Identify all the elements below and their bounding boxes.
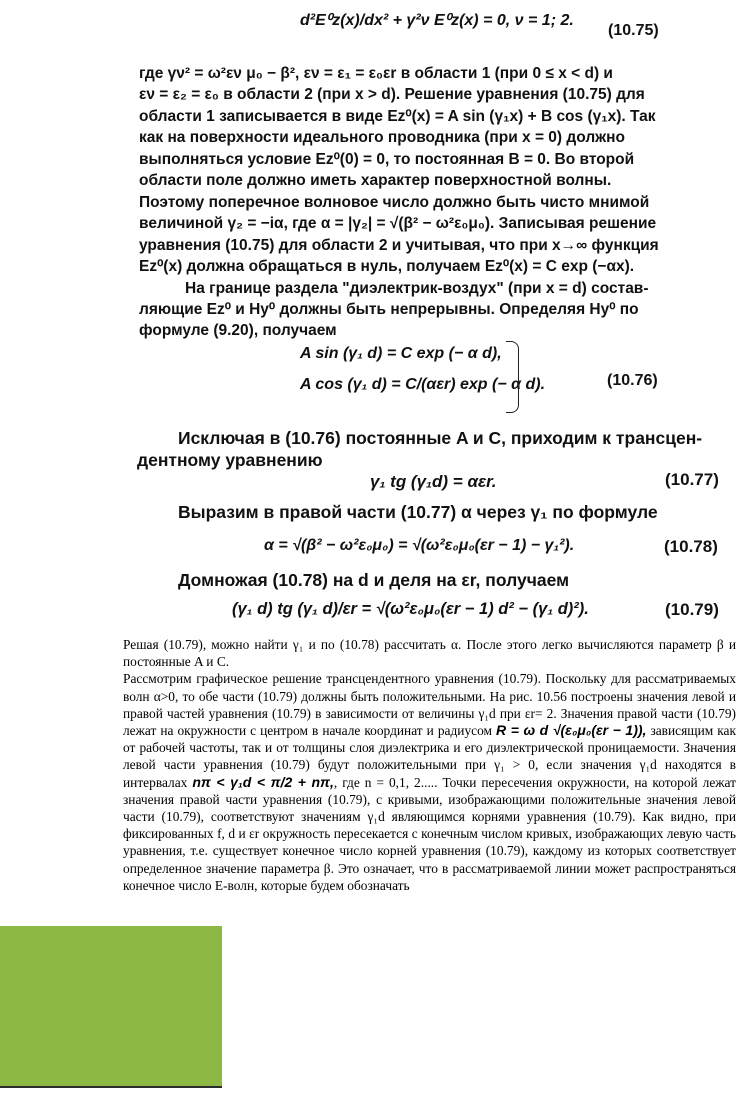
equation-10-79: (γ₁ d) tg (γ₁ d)/εr = √(ω²ε₀μ₀(εr − 1) d² − (γ₁ d)²). (232, 600, 589, 618)
equation-number-10-75: (10.75) (608, 22, 659, 39)
text-line: где γν² = ω²εν μ₀ − β², εν = ε₁ = ε₀εr в области 1 (при 0 ≤ x < d) и (139, 65, 613, 82)
paragraph-typed-2 (123, 670, 736, 894)
text-line: выполняться условие Ez⁰(0) = 0, то постоянная B = 0. Во второй (139, 151, 635, 168)
text-line: формуле (9.20), получаем (139, 322, 337, 339)
paragraph-5: Домножая (10.78) на d и деля на εr, получаем (178, 570, 570, 590)
text-segment: зависящим как от рабочей частоты, так и от толщины слоя диэлектрика и его диэлектрической проницаемости. Значения левой части уравнения (10.79) будут положительными при γ₁ > 0, если значения γ₁d находятся в интервалах (123, 723, 736, 790)
equation-10-77: γ₁ tg (γ₁d) = αεr. (370, 472, 497, 491)
text-line: Ez⁰(x) должна обращаться в нуль, получаем Ez⁰(x) = C exp (−αx). (139, 258, 635, 275)
text-line: На границе раздела "диэлектрик-воздух" (при x = d) состав- (185, 280, 649, 297)
equation-number-10-78: (10.78) (664, 537, 718, 556)
equation-number-10-76: (10.76) (607, 372, 658, 389)
text-segment: , где n = 0,1, 2..... Точки пересечения окружности, на которой лежат значения правой части уравнения (10.79), с кривыми, изображающими положительные значения левой части (10.79), соответствуют значениям γ₁d являющимся корнями уравнения (10.79). Как видно, при фиксированных f, d и εr окружность пересекается с конечным числом кривых, изображающих левую часть уравнения, т.е. существует конечное число корней уравнения (10.79), каждому из которых соответствует определенное значение параметра β. Это означает, что в рассматриваемой линии может распространяться конечное число E-волн, которые будем обозначать (123, 774, 736, 893)
text-line: как на поверхности идеального проводника (при x = 0) должно (139, 129, 625, 146)
text-line: εν = ε₂ = ε₀ в области 2 (при x > d). Решение уравнения (10.75) для (139, 86, 645, 103)
text-line: уравнения (10.75) для области 2 и учитывая, что при x→∞ функция (139, 237, 659, 254)
paragraph-3-line-1: Исключая в (10.76) постоянные A и C, приходим к трансцен- (178, 428, 703, 448)
equation-10-76-line-1: A sin (γ₁ d) = C exp (− α d), (300, 345, 502, 362)
paragraph-typed-1: Решая (10.79), можно найти γ₁ и по (10.78) рассчитать α. После этого легко вычисляются параметр β и постоянные A и C. (123, 637, 736, 670)
equation-10-78: α = √(β² − ω²ε₀μ₀) = √(ω²ε₀μ₀(εr − 1) − γ₁²). (264, 537, 575, 554)
equation-10-76-line-2: A cos (γ₁ d) = C/(αεr) exp (− α d). (300, 376, 546, 393)
paragraph-3-line-2: дентному уравнению (137, 450, 323, 470)
right-brace (506, 341, 519, 413)
text-line: величиной γ₂ = −iα, где α = |γ₂| = √(β² − ω²ε₀μ₀). Записывая решение (139, 215, 657, 232)
text-line: области 1 записывается в виде Ez⁰(x) = A sin (γ₁x) + B cos (γ₁x). Так (139, 108, 656, 125)
text-line: Поэтому поперечное волновое число должно быть чисто мнимой (139, 194, 650, 211)
text-segment: Рассмотрим графическое решение трансцендентного уравнения (10.79). Поскольку для рассматриваемых волн α>0, то обе части (10.79) должны быть положительными. На рис. 10.56 построены значения левой и правой частей уравнения (10.79) в зависимости от величины γ₁d при εr= 2. Значения правой части (10.79) лежат на окружности с центром в начале координат и радиусом (123, 671, 736, 739)
typed-text-region (123, 636, 736, 894)
text-line: ляющие Ez⁰ и Hy⁰ должны быть непрерывны. Определяя Hy⁰ по (139, 301, 639, 318)
green-decorative-block (0, 926, 222, 1086)
equation-number-10-79: (10.79) (665, 600, 719, 619)
interval-formula: nπ < γ₁d < π/2 + nπ, (192, 773, 334, 790)
text-line: области поле должно иметь характер поверхностной волны. (139, 172, 612, 189)
radius-formula: R = ω d √(ε₀μ₀(εr − 1)), (496, 722, 647, 739)
equation-number-10-77: (10.77) (665, 470, 719, 489)
bottom-rule (0, 1086, 222, 1088)
paragraph-4: Выразим в правой части (10.77) α через γ₁ по формуле (178, 502, 658, 522)
equation-10-75: d²E⁰z(x)/dx² + γ²ν E⁰z(x) = 0, ν = 1; 2. (300, 12, 574, 29)
